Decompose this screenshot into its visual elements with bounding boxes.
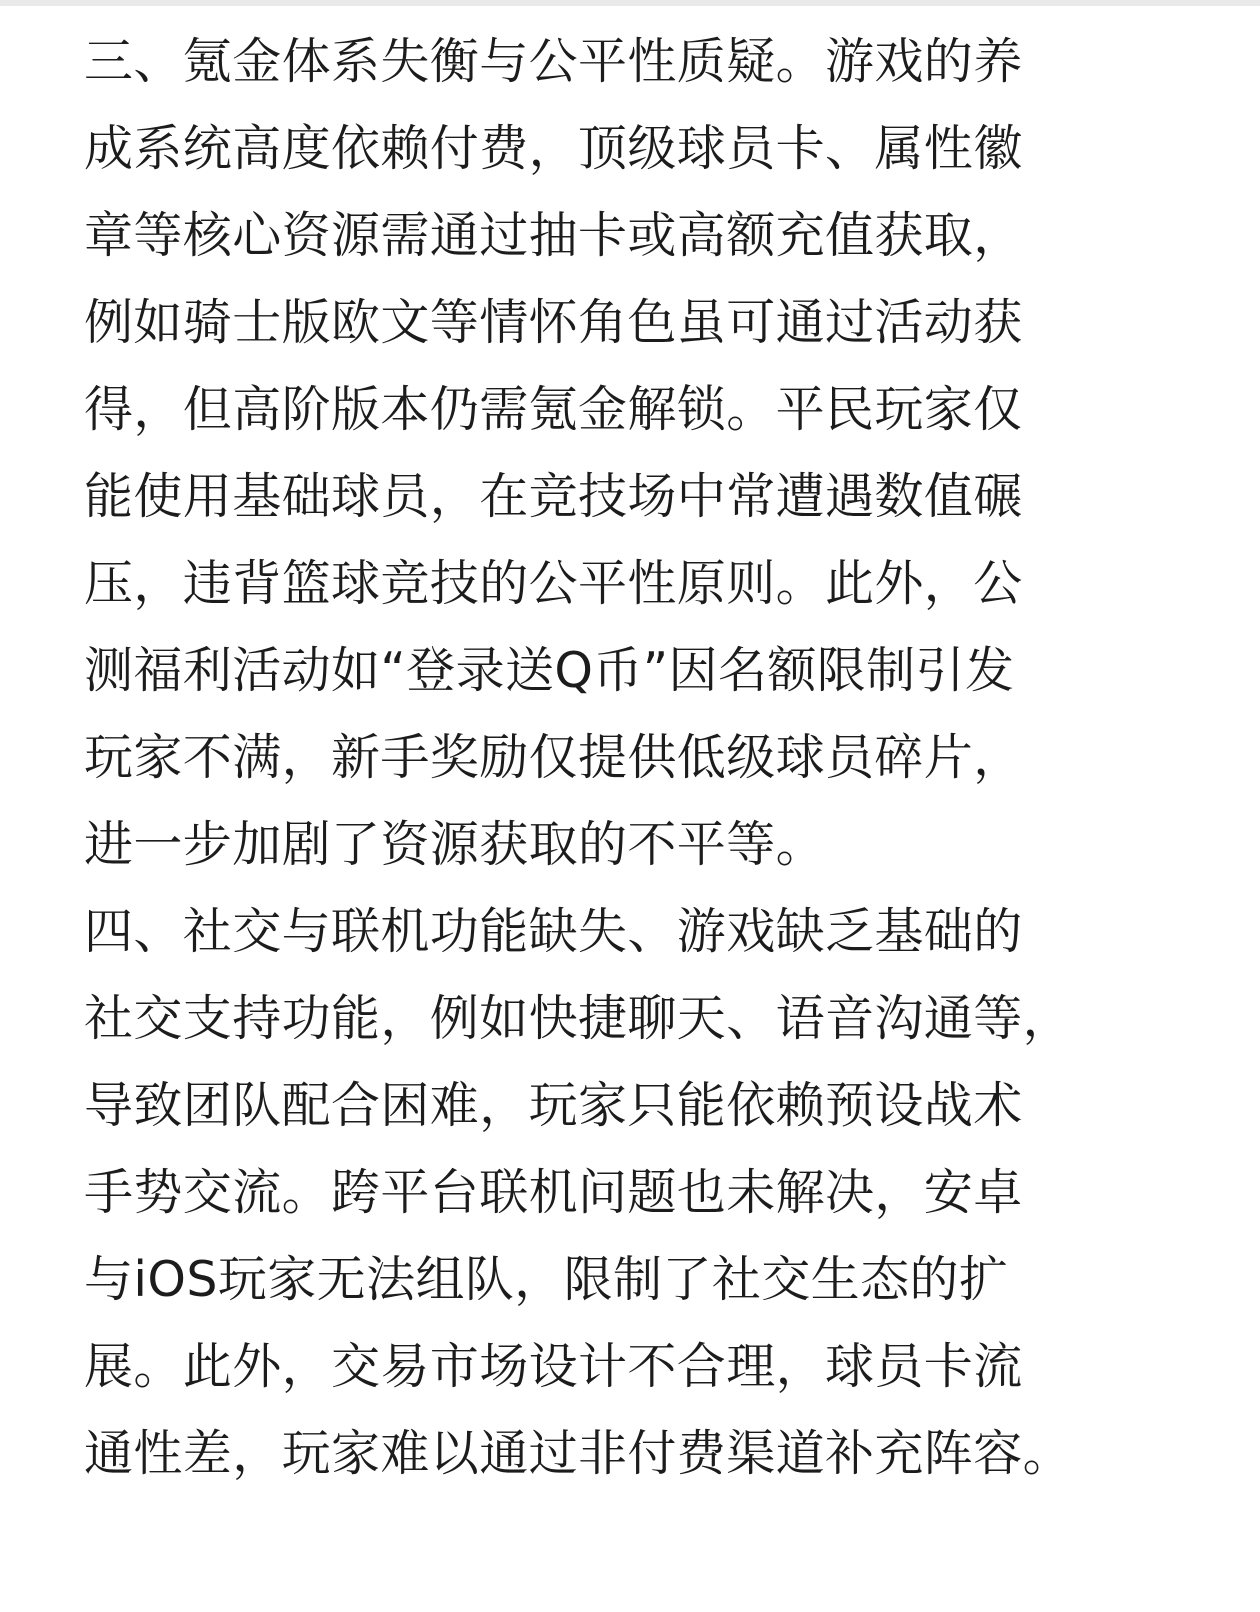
text-line: 玩家不满，新手奖励仅提供低级球员碎片， — [84, 729, 1023, 786]
text-line: 四、社交与联机功能缺失、游戏缺乏基础的 — [84, 903, 1023, 960]
text-line: 例如骑士版欧文等情怀角色虽可通过活动获 — [84, 294, 1023, 351]
text-line: 手势交流。跨平台联机问题也未解决，安卓 — [84, 1164, 1023, 1221]
top-divider — [0, 0, 1260, 6]
text-line: 导致团队配合困难，玩家只能依赖预设战术 — [84, 1077, 1023, 1134]
text-line: 成系统高度依赖付费，顶级球员卡、属性徽 — [84, 120, 1023, 177]
text-line: 三、氪金体系失衡与公平性质疑。游戏的养 — [84, 33, 1023, 90]
article-body — [84, 18, 1234, 1497]
text-line: 展。此外，交易市场设计不合理，球员卡流 — [84, 1338, 1023, 1395]
text-line: 与iOS玩家无法组队，限制了社交生态的扩 — [84, 1251, 1009, 1308]
text-line: 进一步加剧了资源获取的不平等。 — [84, 816, 826, 873]
text-line: 通性差，玩家难以通过非付费渠道补充阵容。 — [84, 1425, 1073, 1482]
text-line: 能使用基础球员，在竞技场中常遭遇数值碾 — [84, 468, 1023, 525]
text-line: 得，但高阶版本仍需氪金解锁。平民玩家仅 — [84, 381, 1023, 438]
text-line: 章等核心资源需通过抽卡或高额充值获取， — [84, 207, 1023, 264]
text-line: 社交支持功能，例如快捷聊天、语音沟通等， — [84, 990, 1073, 1047]
text-line: 测福利活动如“登录送Q币”因名额限制引发 — [84, 642, 1015, 699]
text-line: 压，违背篮球竞技的公平性原则。此外，公 — [84, 555, 1023, 612]
